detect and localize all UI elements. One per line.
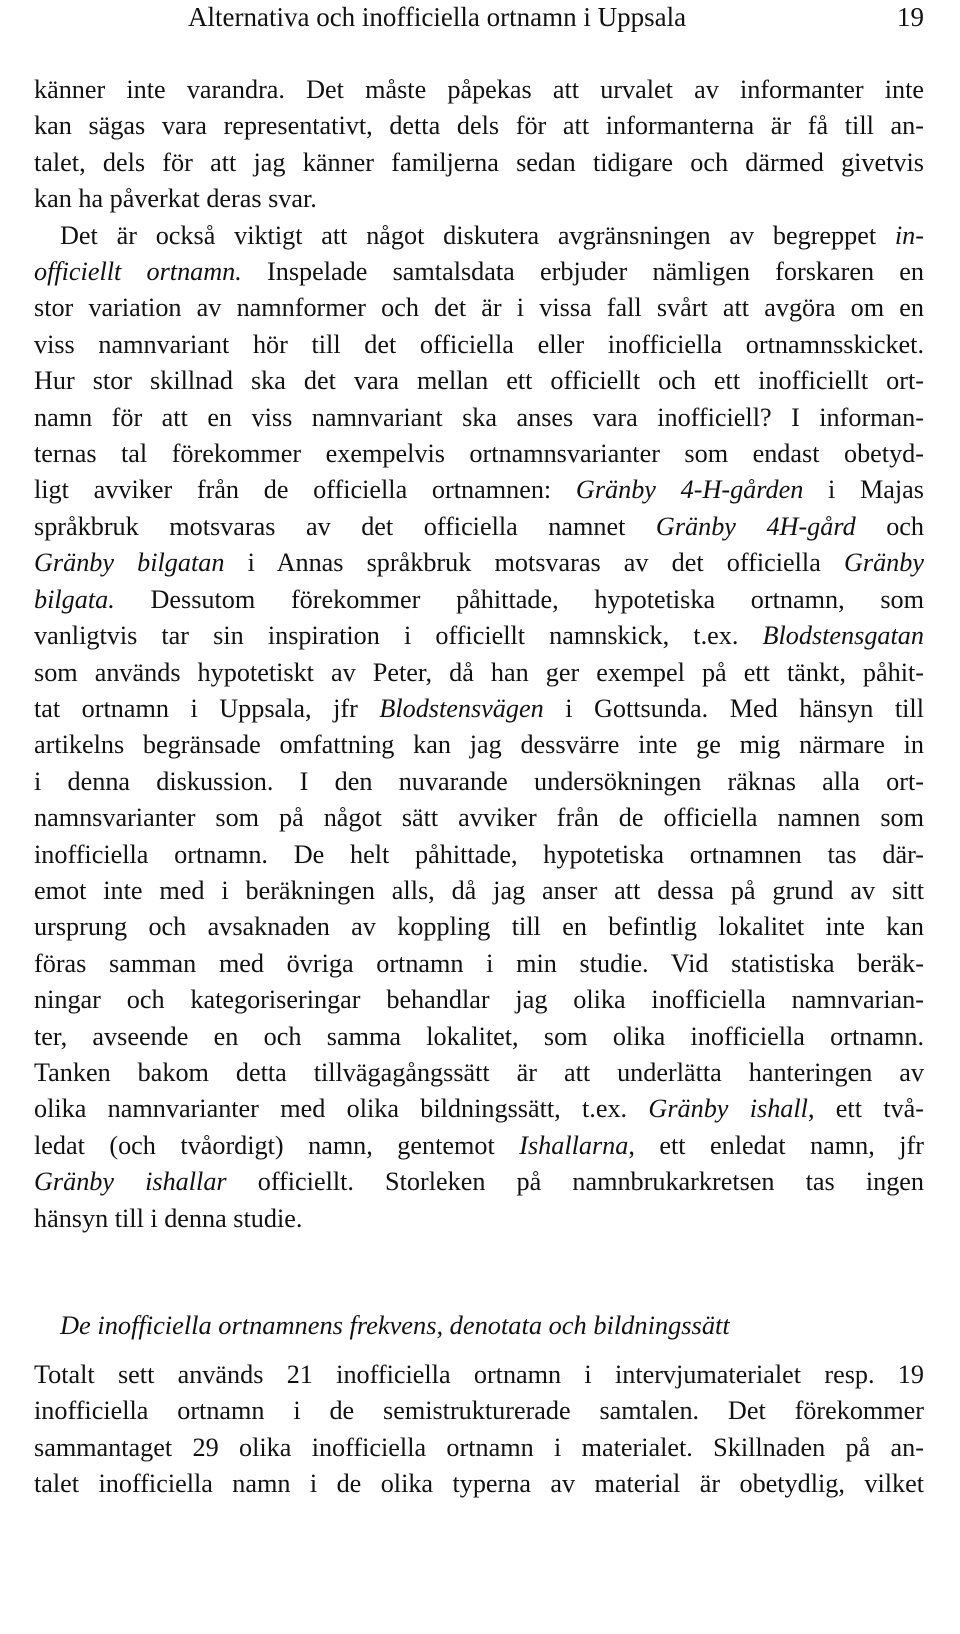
text-line: inofficiella ortnamn. De helt påhittade, hypotetiska ortnamnen tas där- bbox=[34, 839, 924, 869]
text-line: namn för att en viss namnvariant ska anses vara inofficiell? I informan- bbox=[34, 402, 924, 432]
text-line: bilgata. Dessutom förekommer påhittade, hypotetiska ortnamn, som bbox=[34, 584, 924, 614]
text-line: Gränby ishallar officiellt. Storleken på namnbrukarkretsen tas ingen bbox=[34, 1167, 924, 1197]
text-line: ligt avviker från de officiella ortnamnen: Gränby 4-H-gården i Majas bbox=[34, 475, 924, 505]
text-line: känner inte varandra. Det måste påpekas att urvalet av informanter inte bbox=[34, 75, 924, 104]
text-line: ternas tal förekommer exempelvis ortnamnsvarianter som endast obetyd- bbox=[34, 439, 924, 469]
paragraph-1 bbox=[34, 72, 924, 218]
text-line: tat ortnamn i Uppsala, jfr Blodstensvägen i Gottsunda. Med hänsyn till bbox=[34, 693, 924, 723]
text-line: inofficiella ortnamn i de semistrukturerade samtalen. Det förekommer bbox=[34, 1396, 924, 1426]
text-line: ningar och kategoriseringar behandlar jag olika inofficiella namnvarian- bbox=[34, 985, 924, 1015]
section-heading: De inofficiella ortnamnens frekvens, denotata och bildningssätt bbox=[60, 1310, 730, 1340]
document-page bbox=[34, 0, 924, 1503]
text-line: språkbruk motsvaras av det officiella namnet Gränby 4H-gård och bbox=[34, 511, 925, 541]
text-line: talet, dels för att jag känner familjerna sedan tidigare och därmed givetvis bbox=[34, 147, 924, 177]
text-line: stor variation av namnformer och det är i vissa fall svårt att avgöra om en bbox=[34, 293, 924, 323]
text-line: talet inofficiella namn i de olika typerna av material är obetydlig, vilket bbox=[34, 1469, 924, 1499]
text-line: Gränby bilgatan i Annas språkbruk motsvaras av det officiella Gränby bbox=[34, 548, 924, 578]
text-line: vanligtvis tar sin inspiration i officiellt namnskick, t.ex. Blodstensgatan bbox=[34, 621, 924, 651]
running-header bbox=[34, 0, 924, 34]
page-number: 19 bbox=[897, 2, 924, 32]
text-line: namnsvarianter som på något sätt avviker från de officiella namnen som bbox=[34, 803, 924, 833]
running-title: Alternativa och inofficiella ortnamn i Uppsala bbox=[188, 2, 687, 32]
text-line: officiellt ortnamn. Inspelade samtalsdata erbjuder nämligen forskaren en bbox=[34, 257, 925, 287]
text-line: ter, avseende en och samma lokalitet, som olika inofficiella ortnamn. bbox=[34, 1021, 924, 1051]
text-line: Det är också viktigt att något diskutera avgränsningen av begreppet in- bbox=[60, 220, 924, 250]
text-line: Totalt sett används 21 inofficiella ortnamn i intervjumaterialet resp. 19 bbox=[34, 1360, 924, 1389]
text-line: olika namnvarianter med olika bildningssätt, t.ex. Gränby ishall, ett två- bbox=[34, 1094, 924, 1124]
text-line: Hur stor skillnad ska det vara mellan ett officiellt och ett inofficiellt ort- bbox=[34, 366, 924, 396]
text-line: föras samman med övriga ortnamn i min studie. Vid statistiska beräk- bbox=[34, 948, 924, 978]
text-line: hänsyn till i denna studie. bbox=[34, 1203, 303, 1233]
text-line: ursprung och avsaknaden av koppling till en befintlig lokalitet inte kan bbox=[34, 912, 924, 942]
text-line: viss namnvariant hör till det officiella eller inofficiella ortnamnsskicket. bbox=[34, 329, 924, 359]
paragraph-2 bbox=[34, 218, 924, 1237]
text-line: emot inte med i beräkningen alls, då jag anser att dessa på grund av sitt bbox=[34, 875, 924, 905]
text-line: sammantaget 29 olika inofficiella ortnamn i materialet. Skillnaden på an- bbox=[34, 1432, 924, 1462]
text-line: kan ha påverkat deras svar. bbox=[34, 184, 317, 214]
text-line: kan sägas vara representativt, detta dels för att informanterna är få till an- bbox=[34, 111, 924, 141]
text-line: artikelns begränsade omfattning kan jag dessvärre inte ge mig närmare in bbox=[34, 730, 924, 760]
text-line: i denna diskussion. I den nuvarande undersökningen räknas alla ort- bbox=[34, 766, 924, 796]
text-line: som används hypotetiskt av Peter, då han ger exempel på ett tänkt, påhit- bbox=[34, 657, 924, 687]
section-body bbox=[34, 1357, 924, 1503]
text-line: Tanken bakom detta tillvägagångssätt är att underlätta hanteringen av bbox=[34, 1057, 924, 1087]
body-text bbox=[34, 72, 924, 1237]
text-line: ledat (och tvåordigt) namn, gentemot Ishallarna, ett enledat namn, jfr bbox=[34, 1130, 924, 1160]
